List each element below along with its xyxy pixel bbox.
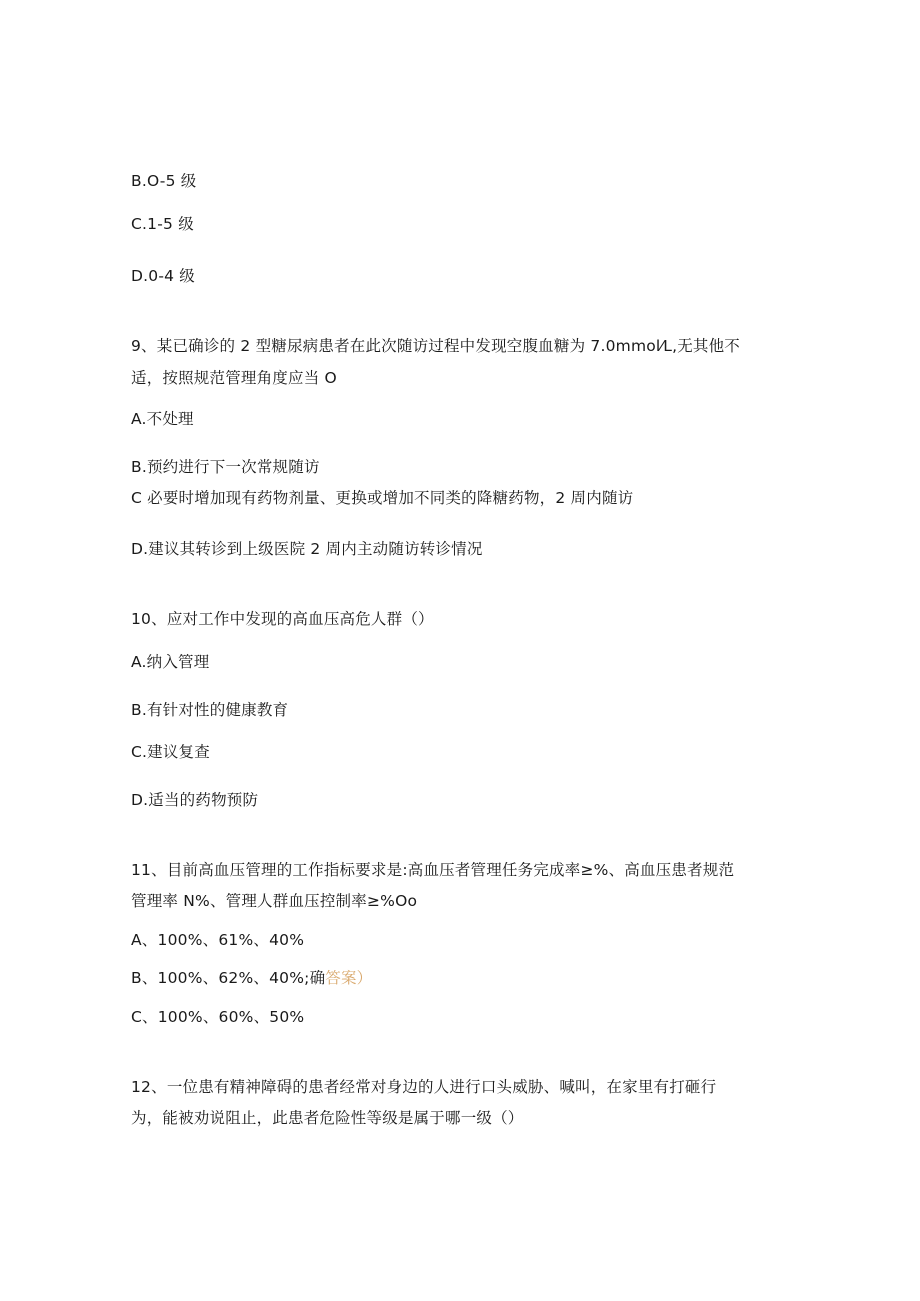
question-12-stem-line2: 为，能被劝说阻止，此患者危险性等级是属于哪一级（）	[131, 1109, 524, 1127]
question-9-stem-line1: 9、某已确诊的 2 型糖尿病患者在此次随访过程中发现空腹血糖为 7.0mmol⁄L,无其他不	[131, 337, 740, 355]
question-10-option-c: C.建议复查	[131, 743, 210, 761]
question-10-option-d: D.适当的药物预防	[131, 791, 259, 809]
question-10-stem: 10、应对工作中发现的高血压高危人群（）	[131, 610, 434, 628]
question-11-option-b-text: B、100%、62%、40%;确	[131, 969, 326, 987]
question-9-stem-line2: 适，按照规范管理角度应当 O	[131, 369, 337, 387]
question-11-stem-line1: 11、目前高血压管理的工作指标要求是:高血压者管理任务完成率≥%、高血压患者规范	[131, 861, 735, 879]
question-11-option-b	[131, 967, 372, 989]
question-11-option-c: C、100%、60%、50%	[131, 1008, 305, 1026]
option-d-prev: D.0-4 级	[131, 267, 196, 285]
option-c-prev: C.1-5 级	[131, 215, 194, 233]
question-9-option-d: D.建议其转诊到上级医院 2 周内主动随访转诊情况	[131, 540, 483, 558]
question-10-option-b: B.有针对性的健康教育	[131, 701, 289, 719]
question-11-stem-line2: 管理率 N%、管理人群血压控制率≥%Oo	[131, 892, 418, 910]
answer-annotation: 答案）	[325, 969, 373, 987]
question-9-option-b: B.预约进行下一次常规随访	[131, 458, 320, 476]
question-11-option-a: A、100%、61%、40%	[131, 931, 305, 949]
question-12-stem-line1: 12、一位患有精神障碍的患者经常对身边的人进行口头威胁、喊叫，在家里有打砸行	[131, 1078, 717, 1096]
question-10-option-a: A.纳入管理	[131, 653, 210, 671]
option-b-prev: B.O-5 级	[131, 172, 197, 190]
question-9-option-c: C 必要时增加现有药物剂量、更换或增加不同类的降糖药物，2 周内随访	[131, 489, 634, 507]
question-9-option-a: A.不处理	[131, 410, 194, 428]
